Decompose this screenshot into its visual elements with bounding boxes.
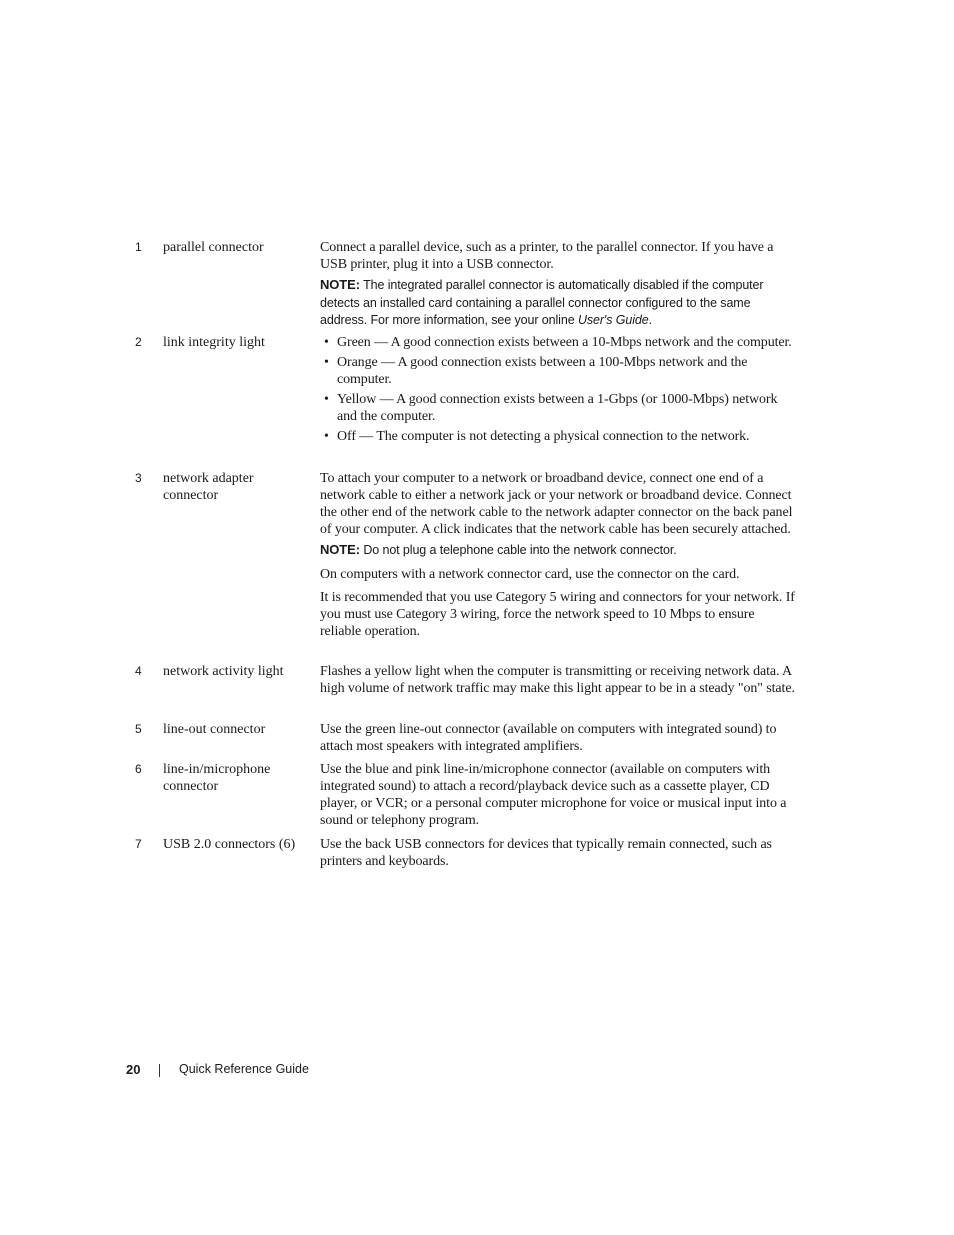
list-item — [320, 428, 798, 445]
description-text: On computers with a network connector card, use the connector on the card. — [320, 566, 740, 582]
description-text: Connect a parallel device, such as a printer, to the parallel connector. If you have a USB printer, plug it into a USB connector. — [320, 240, 774, 272]
item-number: 7 — [135, 837, 142, 851]
item-number: 4 — [135, 664, 142, 678]
note-label: NOTE: — [320, 277, 360, 292]
list-item-text: Off — The computer is not detecting a physical connection to the network. — [337, 429, 750, 444]
list-item-text: Orange — A good connection exists between a 100-Mbps network and the computer. — [337, 355, 748, 387]
note-text: Do not plug a telephone cable into the network connector. — [363, 543, 677, 557]
item-label: network activity light — [163, 664, 284, 679]
item-number: 5 — [135, 722, 142, 736]
item-number: 1 — [135, 240, 142, 254]
item-label: line-out connector — [163, 722, 266, 737]
note — [320, 541, 798, 560]
note-text: The integrated parallel connector is automatically disabled if the computer detects an installed card containing a parallel connector configured to the same address. For more information, see your online — [320, 278, 764, 327]
item-label: link integrity light — [163, 335, 265, 350]
item-description: Use the back USB connectors for devices that typically remain connected, such as printers and keyboards. — [320, 837, 772, 869]
description-text: To attach your computer to a network or broadband device, connect one end of a network cable to either a network jack or your network or broadband device. Connect the other end of the network cable to the network adapter connector on the back panel of your computer. A click indicates that the network cable has been securely attached. — [320, 471, 793, 537]
item-number: 3 — [135, 471, 142, 485]
note — [320, 276, 798, 330]
note-label: NOTE: — [320, 542, 360, 557]
note-italic: User's Guide — [577, 313, 649, 327]
list-item-text: Green — A good connection exists between a 10-Mbps network and the computer. — [337, 335, 792, 350]
item-label: USB 2.0 connectors (6) — [163, 837, 296, 852]
bullet-icon: • — [324, 335, 329, 350]
item-number: 2 — [135, 335, 142, 349]
item-description — [320, 470, 798, 640]
list-item — [320, 354, 798, 388]
item-description: Use the green line-out connector (available on computers with integrated sound) to attach most speakers with integrated amplifiers. — [320, 722, 777, 754]
bullet-icon: • — [324, 392, 329, 407]
description-text: It is recommended that you use Category 5 wiring and connectors for your network. If you must use Category 3 wiring, force the network speed to 10 Mbps to ensure reliable operation. — [320, 589, 795, 639]
item-number: 6 — [135, 762, 142, 776]
list-item — [320, 391, 798, 425]
item-label: line-in/microphone connector — [163, 762, 271, 794]
item-label: parallel connector — [163, 240, 264, 255]
bullet-list — [320, 334, 798, 445]
item-description: Use the blue and pink line-in/microphone connector (available on computers with integrated sound) to attach a record/playback device such as a cassette player, CD player, or VCR; or a personal computer microphone for voice or musical input into a sound or telephony program. — [320, 762, 787, 828]
item-description — [320, 334, 798, 448]
list-item-text: Yellow — A good connection exists between a 1-Gbps (or 1000-Mbps) network and the computer. — [337, 392, 778, 424]
item-description — [320, 239, 798, 330]
bullet-icon: • — [324, 429, 329, 444]
item-label: network adapter connector — [163, 471, 254, 503]
page-number: 20 — [126, 1062, 141, 1077]
item-description: Flashes a yellow light when the computer is transmitting or receiving network data. A high volume of network traffic may make this light appear to be in a steady "on" state. — [320, 664, 795, 696]
note-end: . — [648, 313, 652, 327]
list-item — [320, 334, 798, 351]
footer-divider — [159, 1064, 160, 1077]
bullet-icon: • — [324, 355, 329, 370]
footer-title: Quick Reference Guide — [179, 1062, 309, 1076]
